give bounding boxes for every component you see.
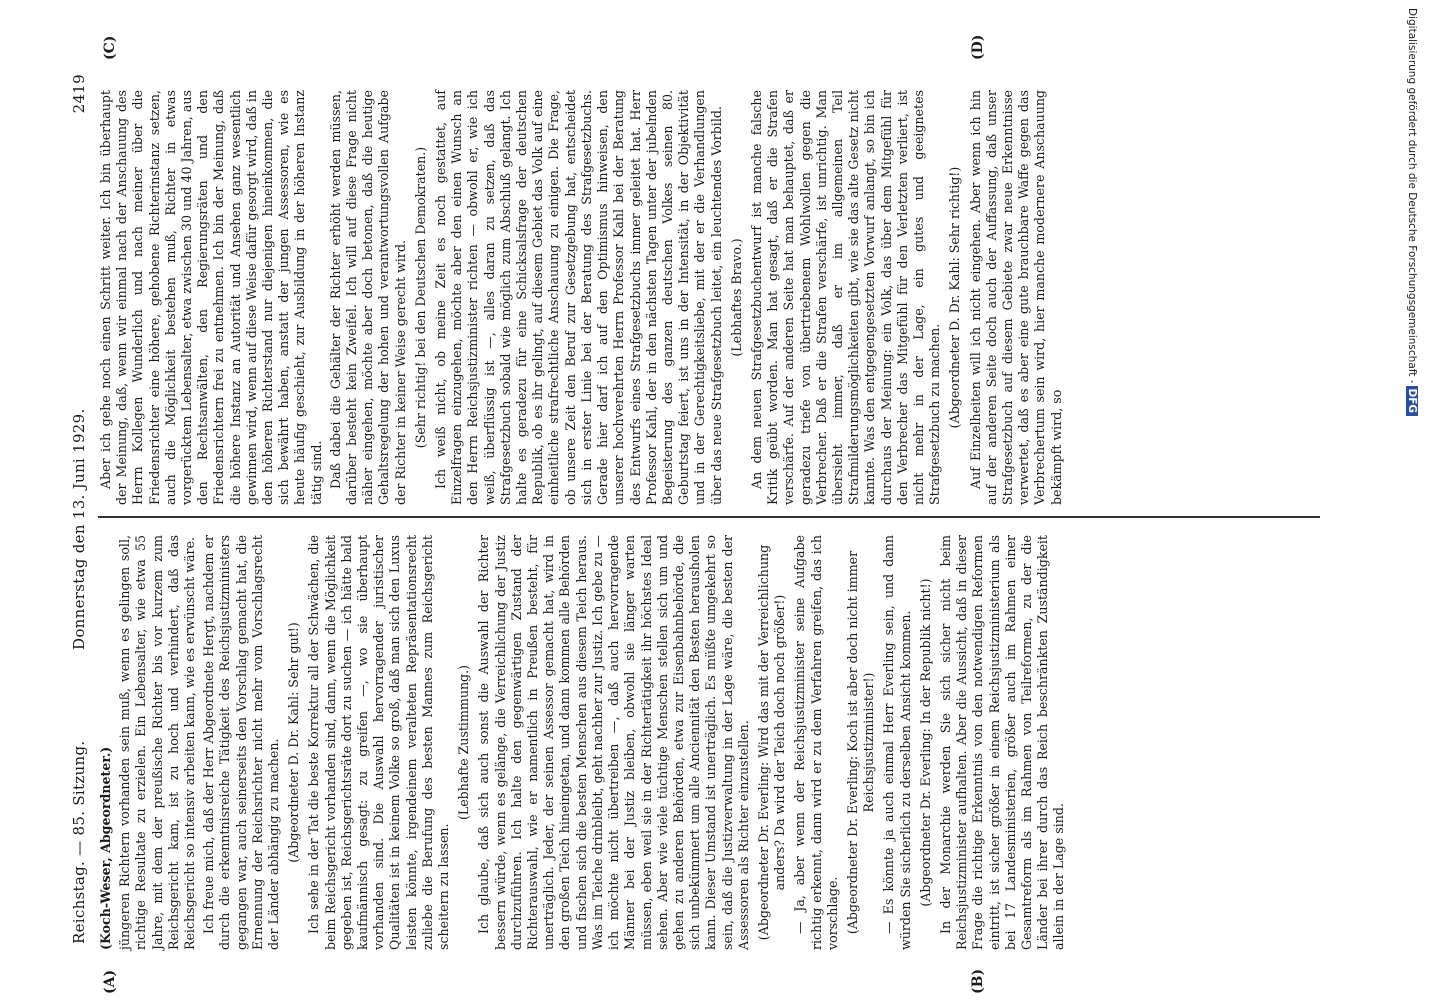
left-text-column [98,535,1071,950]
paragraph: Ich weiß nicht, ob meine Zeit es noch gestattet, auf Einzelfragen einzugehen, möchte aber den einen Wunsch an den Herrn Reichsjustizminister richten — obwohl er, wie ich weiß, überflüssig ist —, alles daran zu setzen, daß das Strafgesetzbuch sobald wie möglich zum Abschluß gelangt. Ich halte es geradezu für eine Schicksalsfrage der deutschen Republik, ob es ihr gelingt, auf diesem Gebiet das Volk auf eine einheitliche strafrechtliche Anschauung zu einigen. Die Frage, ob unsere Zeit den Beruf zur Gesetzgebung hat, entscheidet sich in erster Linie bei der Beratung des Strafgesetzbuchs. Gerade hier darf ich auf den Optimismus hinweisen, den unserer hochverehrten Herrn Professor Kahl bei der Beratung des Entwurfs eines Strafgesetzbuchs immer geleitet hat. Herr Professor Kahl, der in den nächsten Tagen unter der jubelnden Begeisterung des ganzen deutschen Volkes seinen 80. Geburtstag feiert, ist uns in der Intensität, in der Objektivität und in der Gerechtigkeitsliebe, mit der er die Verhandlungen über das neue Strafgesetzbuch leitet, ein leuchtendes Vorbild. [433,90,724,505]
interjection: (Sehr richtig! bei den Deutschen Demokraten.) [412,146,428,449]
speaker-line: (Koch-Weser, Abgeordneter.) [98,746,113,950]
right-text-column [98,90,1068,505]
page-header [70,70,94,950]
header-session: Reichstag. — 85. Sitzung. [70,740,88,944]
paragraph: In der Monarchie werden Sie sich sicher nicht beim Reichsjustizminister aufhalten. Aber die Aussicht, daß in dieser Frage die richtige Erkenntnis von den notwendigen Reformen eintritt, ist sicher größer in einem Reichsjustizministerium als bei 17 Landesministerien, größer auch im Rahmen einer Gesamtreform als im Rahmen von Teilreformen, zu der die Länder bei ihrer durch das Reich beschränkten Zuständigkeit allein in der Lage sind. [937,535,1067,950]
paragraph: Daß dabei die Gehälter der Richter erhöht werden müssen, darüber besteht kein Zweifel. Ich will auf diese Frage nicht näher eingehen, möchte aber doch betonen, daß die heutige Gehaltsregelung der hohen und verantwortungsvollen Aufgabe der Richter in keiner Weise gerecht wird. [327,90,408,505]
paragraph: Ich freue mich, daß der Herr Abgeordnete Hergt, nachdem er durch die erkenntnisreiche Tätigkeit des Reichsjustizministers gegangen war, auch seinerseits den Vorschlag gemacht hat, die Ernennung der Reichsrichter nicht mehr vom Vorschlagsrecht der Länder abhängig zu machen. [201,535,282,950]
page-number: 2419 [70,74,88,114]
dfg-logo: DFG [1406,386,1418,417]
column-divider [98,517,1320,519]
paragraph: jüngeren Richtern vorhanden sein muß, wenn es gelingen soll, richtige Resultate zu erzielen. Ein Lebensalter, wie etwa 55 Jahre, mit dem der preußische Richter bis vor kurzem zum Reichsgericht kam, ist zu hoch und verhindert, daß das Reichsgericht so intensiv arbeiten kann, wie es erwünscht wäre. [117,535,198,950]
margin-marker-b: (B) [970,968,986,994]
margin-marker-a: (A) [102,969,118,994]
paragraph: — Ja, aber wenn der Reichsjustizminister seine Aufgabe richtig erkennt, dann wird er zu dem Verfahren greifen, das ich vorschlage. [792,535,840,950]
interjection: (Abgeordneter D. Dr. Kahl: Sehr gut!) [286,622,302,863]
paragraph: Auf Einzelheiten will ich nicht eingehen. Aber wenn ich hin auf der anderen Seite doch auch der Auffassung, daß unser Strafgesetzbuch auf diesem Gebiete zwar neue Erkenntnisse verwertet, daß es aber eine gute brauchbare Waffe gegen das Verbrechertum sein wird, hier manche modernere Anschauung bekämpft wird, so [967,90,1064,505]
rotated-page [70,34,1330,994]
interjection: (Lebhafte Zustimmung.) [456,664,472,821]
paragraph: Aber ich gehe noch einen Schritt weiter. Ich bin überhaupt der Meinung, daß, wenn wir einmal nach der Anschauung des Herrn Kollegen Wunderlich und nach meiner über die Friedensrichter eine höhere, gehobene Richterinstanz setzen, auch die Möglichkeit bestehen muß, Richter in etwas vorgerücktem Lebensalter, etwa zwischen 30 und 40 Jahren, aus den Rechtsanwälten, den Regierungsräten und den Friedensrichtern frei zu entnehmen. Ich bin der Meinung, daß die höhere Instanz an Autorität und Ansehen ganz wesentlich gewinnen wird, wenn auf diese Weise dafür gesorgt wird, daß in den höheren Richterstand nur diejenigen hineinkommen, die sich bewährt haben, anstatt der jungen Assessoren, wie es heute häufig geschieht, zur Ausbildung in der höheren Instanz tätig sind. [98,90,324,505]
interjection: (Abgeordneter Dr. Everling: Wird das mit der Verreichlichung anders? Da wird der Teich doch noch größer!) [755,544,788,941]
paragraph: An dem neuen Strafgesetzbuchentwurf ist manche falsche Kritik geübt worden. Man hat gesagt, daß er die Strafen verschärfe. Auf der anderen Seite hat man behauptet, daß er geradezu triefe von übertriebenem Wohlwollen gegen die Verbrecher. Daß er die Strafen verschärfe, ist unrichtig. Man übersieht immer, daß er im allgemeinen Teil Strafmilderungsmöglichkeiten gibt, wie sie das alte Gesetz nicht kannte. Was den entgegengesetzten Vorwurf anlangt, so bin ich durchaus der Meinung: ein Volk, das über dem Mitgefühl für den Verbrecher das Mitgefühl für den Verletzten verliert, ist nicht mehr in der Lage, ein gutes und geeignetes Strafgesetzbuch zu machen. [748,90,943,505]
header-date: Donnerstag den 13. Juni 1929. [70,408,88,650]
paragraph: — Es könnte ja auch einmal Herr Everling sein, und dann würden Sie sicherlich zu derselben Ansicht kommen. [881,535,913,950]
interjection: (Abgeordneter Dr. Everling: Koch ist aber doch nicht immer Reichsjustizminister!) [844,550,877,935]
digitization-text: Digitalisierung gefördert durch die Deutsche Forschungsgemeinschaft - [1406,8,1418,384]
interjection: (Abgeordneter Dr. Everling: In der Republik nicht!) [917,578,933,907]
interjection: (Abgeordneter D. Dr. Kahl: Sehr richtig!) [947,166,963,429]
margin-marker-d: (D) [970,34,986,60]
margin-marker-c: (C) [102,35,118,60]
interjection: (Lebhaftes Bravo.) [728,238,744,357]
digitization-note [1402,8,1418,998]
paragraph: Ich glaube, daß sich auch sonst die Auswahl der Richter bessern würde, wenn es gelänge, die Verreichlichung der Justiz durchzuführen. Ich halte den gegenwärtigen Zustand der Richterauswahl, wie er namentlich in Preußen besteht, für unerträglich. Jeder, der seinen Assessor gemacht hat, wird in den großen Teich hineingetan, und dann kommen alle Behörden und fischen sich die besten Menschen aus diesem Teich heraus. Was im Teiche drinbleibt, geht nachher zur Justiz. Ich gebe zu — ich möchte nicht übertreiben —, daß auch hervorragende Männer bei der Justiz bleiben, obwohl sie länger warten müssen, eben weil sie in der Richtertätigkeit ihr höchstes Ideal sehen. Aber wie viele tüchtige Menschen stellen sich um und gehen zu anderen Behörden, etwa zur Eisenbahnbehörde, die sich unbekümmert um alle Anciennität den Besten herausholen kann. Dieser Umstand ist unerträglich. Es müßte umgekehrt so sein, daß die Justizverwaltung in der Lage wäre, die besten der Assessoren als Richter einzustellen. [476,535,751,950]
paragraph: Ich sehe in der Tat die beste Korrektur all der Schwächen, die beim Reichsgericht vorhanden sind, dann, wenn die Möglichkeit gegeben ist, Reichsgerichtsräte dort zu suchen — ich hätte bald kaufmännisch gesagt: zu greifen —, wo sie überhaupt vorhanden sind. Die Auswahl hervorragender juristischer Qualitäten ist in keinem Volke so groß, daß man sich den Luxus leisten könnte, irgendeinem veralteten Repräsentationsrecht zuliebe die Berufung des besten Mannes zum Reichsgericht scheitern zu lassen. [306,535,452,950]
